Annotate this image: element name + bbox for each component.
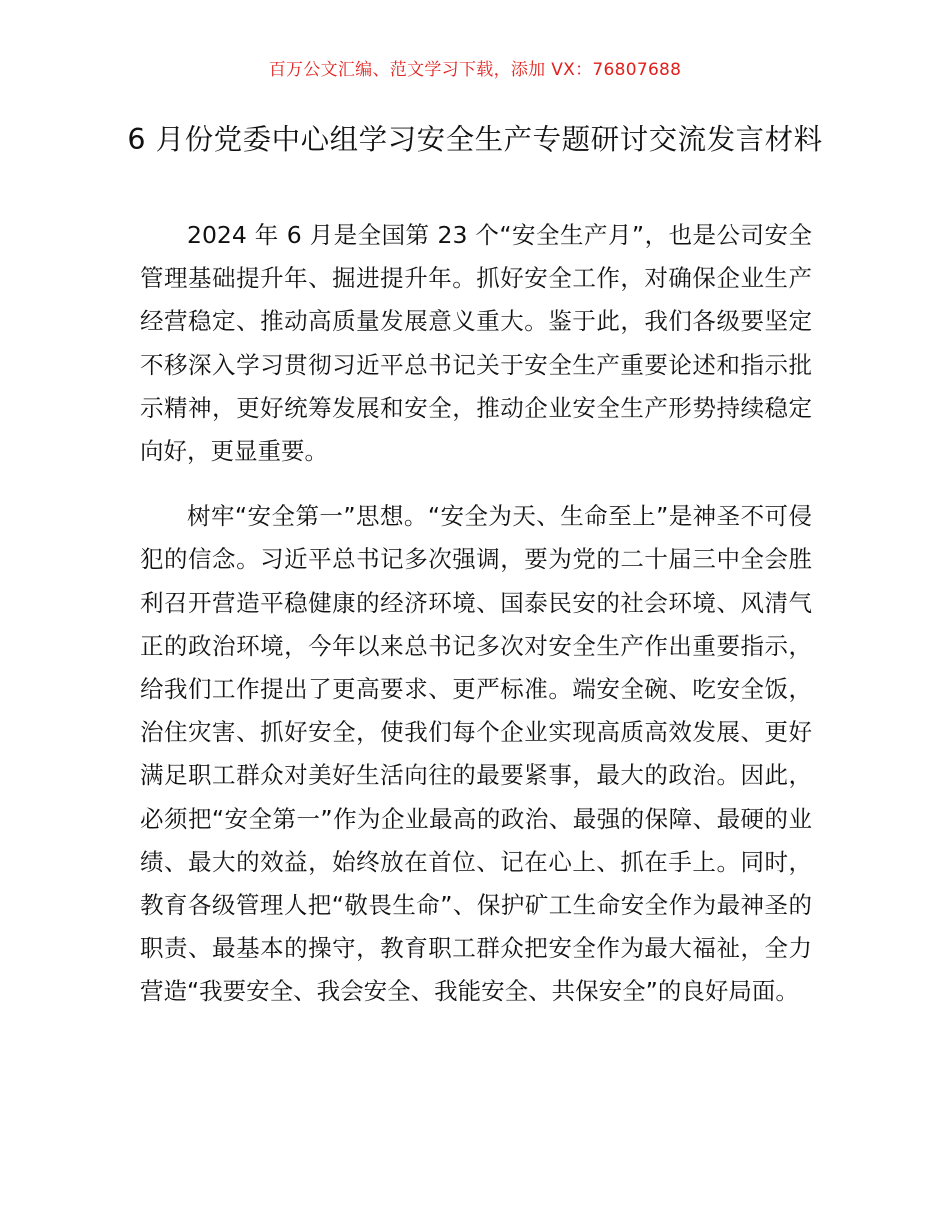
paragraph-1: 2024 年 6 月是全国第 23 个“安全生产月”，也是公司安全管理基础提升年、掘进提升年。抓好安全工作，对确保企业生产经营稳定、推动高质量发展意义重大。鉴于此，我们各级要坚定不移深入学习贯彻习近平总书记关于安全生产重要论述和指示批示精神，更好统筹发展和安全，推动企业安全生产形势持续稳定向好，更显重要。 bbox=[140, 221, 812, 466]
document-title: 6 月份党委中心组学习安全生产专题研讨交流发言材料 bbox=[127, 123, 823, 156]
document-body bbox=[140, 214, 812, 1014]
paragraph-2: 树牢“安全第一”思想。“安全为天、生命至上”是神圣不可侵犯的信念。习近平总书记多次强调，要为党的二十届三中全会胜利召开营造平稳健康的经济环境、国泰民安的社会环境、风清气正的政治环境，今年以来总书记多次对安全生产作出重要指示，给我们工作提出了更高要求、更严标准。端安全碗、吃安全饭，治住灾害、抓好安全，使我们每个企业实现高质高效发展、更好满足职工群众对美好生活向往的最要紧事，最大的政治。因此，必须把“安全第一”作为企业最高的政治、最强的保障、最硬的业绩、最大的效益，始终放在首位、记在心上、抓在手上。同时，教育各级管理人把“敬畏生命”、保护矿工生命安全作为最神圣的职责、最基本的操守，教育职工群众把安全作为最大福祉，全力营造“我要安全、我会安全、我能安全、共保安全”的良好局面。 bbox=[140, 502, 812, 1006]
header-banner: 百万公文汇编、范文学习下载，添加 VX：76807688 bbox=[268, 60, 682, 80]
